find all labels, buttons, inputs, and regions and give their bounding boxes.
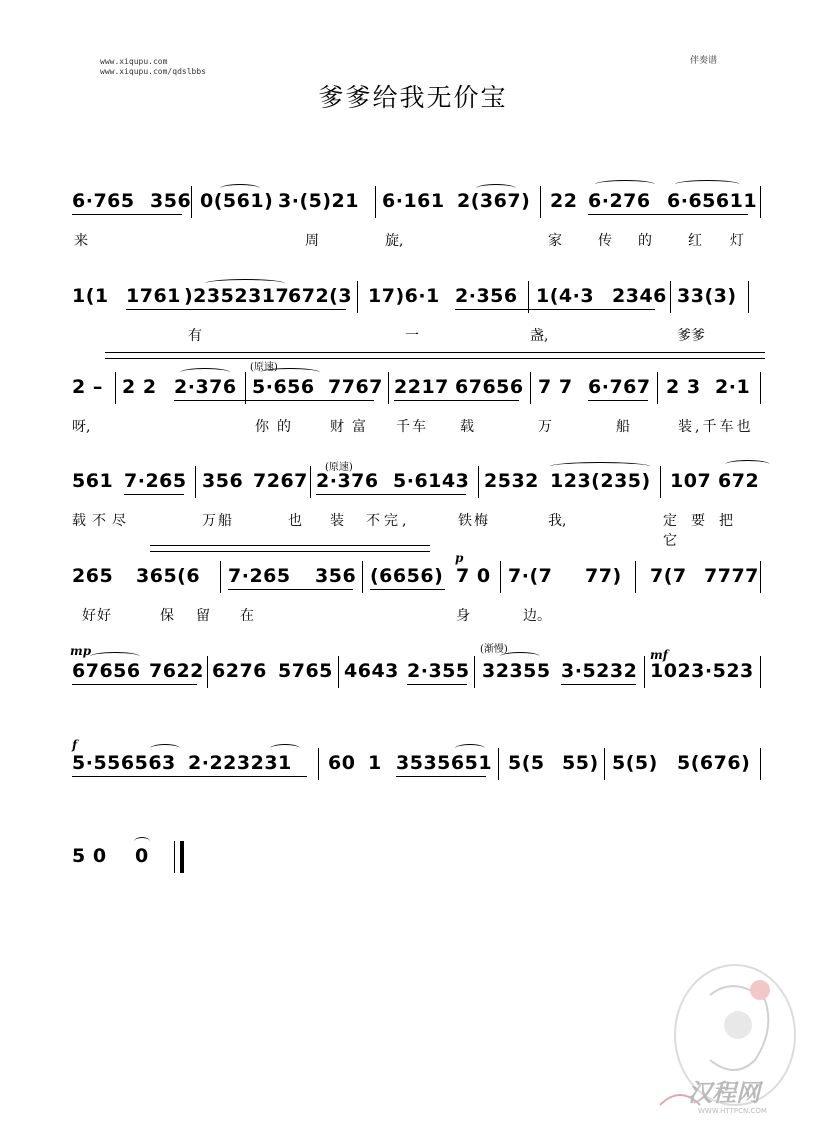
note-group: 6·767 (588, 376, 651, 398)
note-group: 1(4·3 (536, 285, 595, 307)
note-group: 6·276 (588, 190, 651, 212)
lyric: 载不尽 (72, 513, 132, 529)
note-group: (6656) (370, 565, 444, 587)
score-row-4 (60, 462, 770, 550)
lyric: 万船 (202, 513, 234, 529)
lyric: 船 (616, 419, 630, 435)
note-group: 7767 (328, 376, 383, 398)
note-group: 6·161 (382, 190, 445, 212)
bar-line (604, 748, 605, 780)
lyric: 边。 (523, 608, 551, 624)
bar-line (474, 656, 475, 688)
note-group: 1(1 (72, 285, 109, 307)
note-group: 60 (328, 752, 356, 774)
bar-line (760, 561, 761, 593)
note-group: 55) (562, 752, 599, 774)
lyric: 载 (460, 419, 474, 435)
lyric: 财富 (330, 419, 374, 435)
note-group: 561 (72, 470, 114, 492)
bar-line (760, 186, 761, 218)
note-group: 7777 (704, 565, 759, 587)
score-type: 伴奏谱 (690, 56, 718, 66)
lyric: 有 (188, 328, 202, 344)
note-group: 2(367) (457, 190, 531, 212)
note-group: 356 (150, 190, 192, 212)
note-group: 4643 (344, 660, 399, 682)
bar-line (310, 466, 311, 498)
watermark-logo (640, 955, 810, 1130)
note-group: 7·(7 (508, 565, 553, 587)
lyric: 在 (240, 608, 254, 624)
lyric: 红 (688, 233, 702, 249)
bar-line (115, 372, 116, 404)
note-group: 2·376 (316, 470, 379, 492)
bar-line (635, 561, 636, 593)
bar-line (760, 656, 761, 688)
bar-line (644, 656, 645, 688)
bar-line (318, 748, 319, 780)
score-row-3 (60, 362, 770, 456)
note-group: 123(235) (550, 470, 651, 492)
note-group: 672(3 (288, 285, 353, 307)
note-group: 6·65611 (667, 190, 758, 212)
score-row-6 (60, 644, 770, 740)
lyric: 留 (196, 608, 210, 624)
lyric: 装,千车也 (678, 419, 754, 435)
note-group: 5 0 (72, 845, 107, 867)
note-group: 67656 (72, 660, 141, 682)
note-group: 33(3) (677, 285, 737, 307)
bar-line (174, 841, 175, 873)
note-group: 1 (368, 752, 382, 774)
note-group: 672 (718, 470, 760, 492)
note-group: 2 2 (122, 376, 157, 398)
note-group: 6276 (212, 660, 267, 682)
score-row-1 (60, 190, 770, 270)
bar-line (195, 466, 196, 498)
note-group: 6·765 (72, 190, 135, 212)
note-group: 5·556563 (72, 752, 176, 774)
note-group: 2·223231 (188, 752, 292, 774)
lyric: 灯 (730, 233, 744, 249)
bar-line (660, 466, 661, 498)
note-group: 7 7 (538, 376, 573, 398)
note-group: 7·265 (228, 565, 291, 587)
lyric: 铁梅 (458, 513, 490, 529)
bar-line (540, 186, 541, 218)
lyric: 周 (305, 233, 319, 249)
note-group: 265 (72, 565, 114, 587)
note-group: 2·356 (455, 285, 518, 307)
lyric: 传 (598, 233, 612, 249)
note-group: 5·656 (252, 376, 315, 398)
tempo-mark: (渐慢) (480, 644, 508, 655)
note-group: 67656 (455, 376, 524, 398)
score-row-8 (60, 845, 770, 925)
bar-line (530, 372, 531, 404)
bar-line (670, 281, 671, 313)
tempo-mark: (原速) (325, 462, 353, 473)
lyric: 呀, (72, 419, 91, 435)
dynamic-mark: f (72, 738, 78, 752)
lyric: 万 (538, 419, 552, 435)
note-group: 107 (670, 470, 712, 492)
end-bar-line (180, 841, 184, 873)
lyric: 定要把它 (663, 513, 747, 549)
note-group: 2217 (394, 376, 449, 398)
bar-line (338, 656, 339, 688)
note-group: 7622 (149, 660, 204, 682)
note-group: 2·1 (715, 376, 751, 398)
lyric: 好好 (82, 608, 112, 624)
bar-line (357, 281, 358, 313)
lyric: 保 (160, 608, 174, 624)
note-group: 0(561) (200, 190, 274, 212)
bar-line (748, 281, 749, 313)
site-url-2: www.xiqupu.com/qdslbbs (100, 67, 206, 76)
lyric: 家 (548, 233, 562, 249)
dynamic-mark: mp (70, 644, 92, 658)
bar-line (478, 466, 479, 498)
note-group: 5·6143 (393, 470, 470, 492)
lyric: 一 (405, 328, 419, 344)
note-group: 7 0 (456, 565, 491, 587)
lyric: 不完, (366, 513, 411, 529)
score-row-2 (60, 285, 770, 365)
page-title: 爹爹给我无价宝 (318, 83, 508, 112)
score-row-7 (60, 738, 770, 832)
watermark-url: WWW.HTTPCN.COM (698, 1107, 767, 1115)
lyric: 来 (74, 233, 88, 249)
lyric: 盏, (530, 328, 549, 344)
note-group: 356 (202, 470, 244, 492)
note-group: 2346 (612, 285, 667, 307)
bar-line (500, 561, 501, 593)
note-group: 356 (315, 565, 357, 587)
lyric: 身 (456, 608, 470, 624)
note-group: 77) (585, 565, 622, 587)
note-group: 3·5232 (561, 660, 638, 682)
bar-line (760, 372, 761, 404)
lyric: 旋, (385, 233, 404, 249)
bar-line (388, 372, 389, 404)
lyric: 我, (548, 513, 567, 529)
note-group: 2 – (72, 376, 103, 398)
note-group: 7(7 (650, 565, 687, 587)
bar-line (760, 748, 761, 780)
note-group: 22 (550, 190, 578, 212)
note-group: 5(5 (508, 752, 545, 774)
dynamic-mark: p (455, 551, 464, 565)
note-group: 2·355 (407, 660, 470, 682)
note-group: 5(5) (612, 752, 658, 774)
lyric: 千车 (396, 419, 428, 435)
note-group: 1023·523 (650, 660, 754, 682)
note-group: 0 (135, 845, 149, 867)
note-group: 2 3 (666, 376, 701, 398)
note-group: 32355 (482, 660, 551, 682)
bar-line (362, 561, 363, 593)
note-group: 2·376 (174, 376, 237, 398)
dynamic-mark: mf (650, 648, 668, 662)
note-group: 5(676) (677, 752, 751, 774)
note-group: 17)6·1 (368, 285, 440, 307)
note-group: 1761 (126, 285, 181, 307)
note-group: 7·265 (124, 470, 187, 492)
bar-line (220, 561, 221, 593)
score-row-5 (60, 551, 770, 645)
bar-line (375, 186, 376, 218)
note-group: 7267 (253, 470, 308, 492)
lyric: 的 (638, 233, 652, 249)
bar-line (657, 372, 658, 404)
bar-line (191, 186, 192, 218)
bar-line (207, 656, 208, 688)
note-group: 2532 (484, 470, 539, 492)
tempo-mark: (原速) (250, 362, 278, 373)
note-group: )2352317 (184, 285, 290, 307)
site-url-1: www.xiqupu.com (100, 57, 168, 66)
lyric: 爹爹 (677, 328, 705, 344)
note-group: 3·(5)21 (278, 190, 359, 212)
note-group: 365(6 (136, 565, 201, 587)
lyric: 你的 (255, 419, 299, 435)
note-group: 5765 (278, 660, 333, 682)
lyric: 也装 (288, 513, 372, 529)
watermark-text: 汉程网 (688, 1078, 760, 1107)
bar-line (498, 748, 499, 780)
note-group: 3535651 (396, 752, 493, 774)
